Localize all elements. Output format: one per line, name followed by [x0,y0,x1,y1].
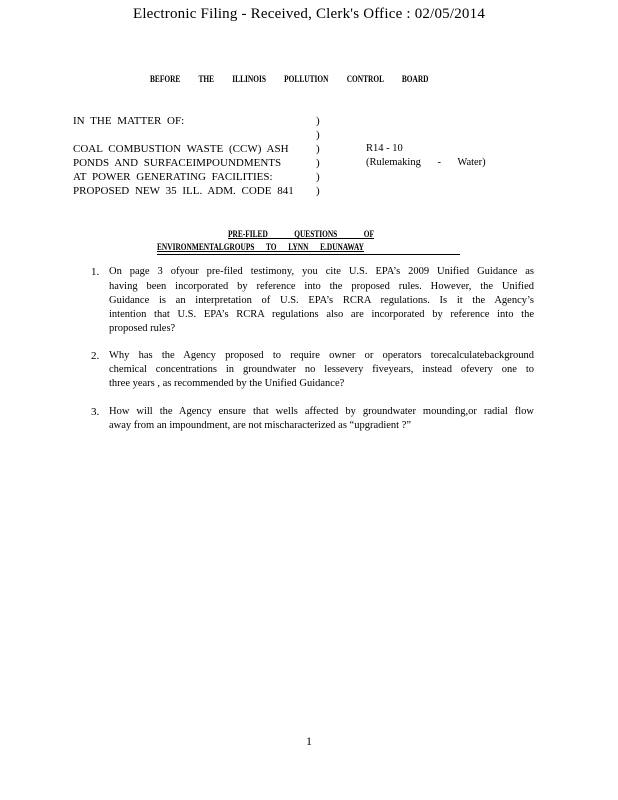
question-1-line: proposed rules? [109,323,176,334]
question-3-line: away from an impoundment, are not mischaracterized as “upgradient ?” [109,420,412,431]
question-3-number: 3. [91,406,100,418]
caption-paren: ) [316,143,320,155]
questions-title-line2: ENVIRONMENTALGROUPS TO LYNN E.DUNAWAY [157,242,364,252]
rulemaking-label: (Rulemaking - Water) [366,157,486,168]
question-1-line: Guidance is an interpretation of U.S. EPA’s RCRA regulations. Is it the Agency’s [109,295,534,306]
caption-paren: ) [316,115,320,127]
questions-title-underline [157,254,460,255]
caption-paren: ) [316,185,320,197]
question-1-line: having been incorporated by reference into the proposed rules. However, the Unified [109,281,534,292]
caption-line-ponds: PONDS AND SURFACEIMPOUNDMENTS [73,157,282,169]
questions-title-line1: PRE-FILED QUESTIONS OF [228,229,374,239]
question-3-line: How will the Agency ensure that wells affected by groundwater mounding,or radial flow [109,406,534,417]
question-1-number: 1. [91,266,100,278]
docket-number: R14 - 10 [366,143,403,154]
caption-line-proposed: PROPOSED NEW 35 ILL. ADM. CODE 841 [73,185,294,197]
question-2-line: chemical concentrations in groundwater no lessevery fiveyears, instead ofevery one to [109,364,534,375]
question-2-line: Why has the Agency proposed to require owner or operators torecalculatebackground [109,350,534,361]
board-title: BEFORE THE ILLINOIS POLLUTION CONTROL BOARD [150,74,429,84]
caption-line-ccw: COAL COMBUSTION WASTE (CCW) ASH [73,143,289,155]
caption-line-matter: IN THE MATTER OF: [73,115,185,127]
filing-stamp-header: Electronic Filing - Received, Clerk's Office : 02/05/2014 [132,6,486,22]
question-1-line: intention that U.S. EPA’s RCRA regulations also are incorporated by reference into the [109,309,534,320]
question-2-number: 2. [91,350,100,362]
caption-paren: ) [316,129,320,141]
question-1-line: On page 3 ofyour pre-filed testimony, you cite U.S. EPA’s 2009 Unified Guidance as [109,266,534,277]
question-2-line: three years , as recommended by the Unified Guidance? [109,378,345,389]
page-number: 1 [306,734,312,748]
caption-paren: ) [316,171,320,183]
caption-paren: ) [316,157,320,169]
caption-line-power: AT POWER GENERATING FACILITIES: [73,171,273,183]
